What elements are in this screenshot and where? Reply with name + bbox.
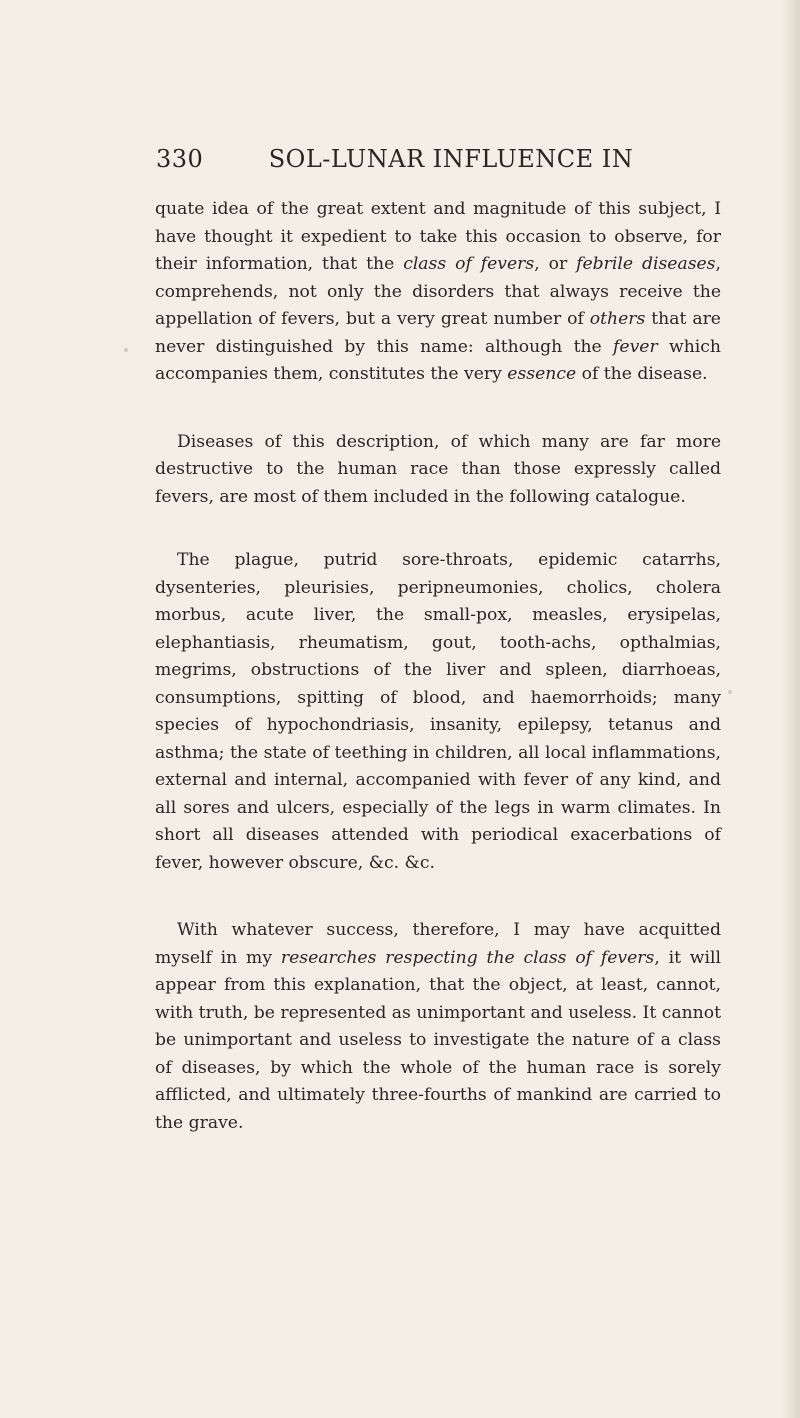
text-run: The plague, putrid sore-throats, epidemic catarrhs, dysenteries, pleurisies, peripneumonies, cholics, cholera morbus, acute liver, the small-pox, measles, erysipelas, elephantiasis, rheumatism, gout, tooth-achs, opthalmias, megrims, obstructions of the liver and spleen, diarrhoeas, consumptions, spitting of blood, and haemorrhoids; many species of hypochondriasis, insanity, epilepsy, tetanus and asthma; the state of teething in children, all local inflammations, external and internal, accompanied with fever of any kind, and all sores and ulcers, especially of the legs in warm climates. In short all diseases attended with periodical exacerbations of fever, however obscure, &c. &c. [155, 550, 721, 873]
text-run: of the disease. [576, 364, 708, 384]
text-run: which accompanies them, constitutes the very [155, 336, 721, 384]
page-edge-shadow [782, 0, 800, 1418]
italic-text-run: essence [507, 364, 577, 384]
paragraph-1 [155, 196, 721, 389]
italic-text-run: others [589, 309, 646, 329]
italic-text-run: researches respecting the class of fevers [280, 947, 655, 968]
page-header [156, 145, 716, 179]
italic-text-run: fever [613, 336, 658, 357]
text-run: Diseases of this description, of which many are far more destructive to the human race than those expressly called fevers, are most of them included in the following catalogue. [155, 431, 721, 507]
paper-speck [124, 348, 128, 352]
text-run: , it will appear from this explanation, that the object, at least, cannot, with truth, be represented as unimportant and useless. It cannot be unimportant and useless to investigate the nature of a class of diseases, by which the whole of the human race is sorely afflicted, and ultimately three-fourths of mankind are carried to the grave. [155, 947, 722, 1133]
body-text [155, 196, 721, 1137]
text-run: quate idea of the great extent and magnitude of this subject, I have thought it expedient to take this occasion to observe, for their information, that the [155, 199, 721, 274]
text-run: that are never distinguished by this name: although the [155, 309, 721, 357]
text-run: , comprehends, not only the disorders that always receive the appellation of fevers, but a very great number of [155, 254, 721, 329]
text-run: With whatever success, therefore, I may have acquitted myself in my [155, 920, 721, 968]
paragraph-3 [155, 547, 721, 877]
italic-text-run: class of fevers [403, 254, 535, 274]
paper-speck [728, 690, 732, 694]
paragraph-4 [155, 917, 721, 1137]
text-run: , or [534, 254, 577, 274]
page-number: 330 [156, 145, 204, 173]
italic-text-run: febrile diseases [576, 254, 716, 274]
running-head: SOL-LUNAR INFLUENCE IN [268, 145, 634, 173]
paragraph-2 [155, 429, 721, 512]
